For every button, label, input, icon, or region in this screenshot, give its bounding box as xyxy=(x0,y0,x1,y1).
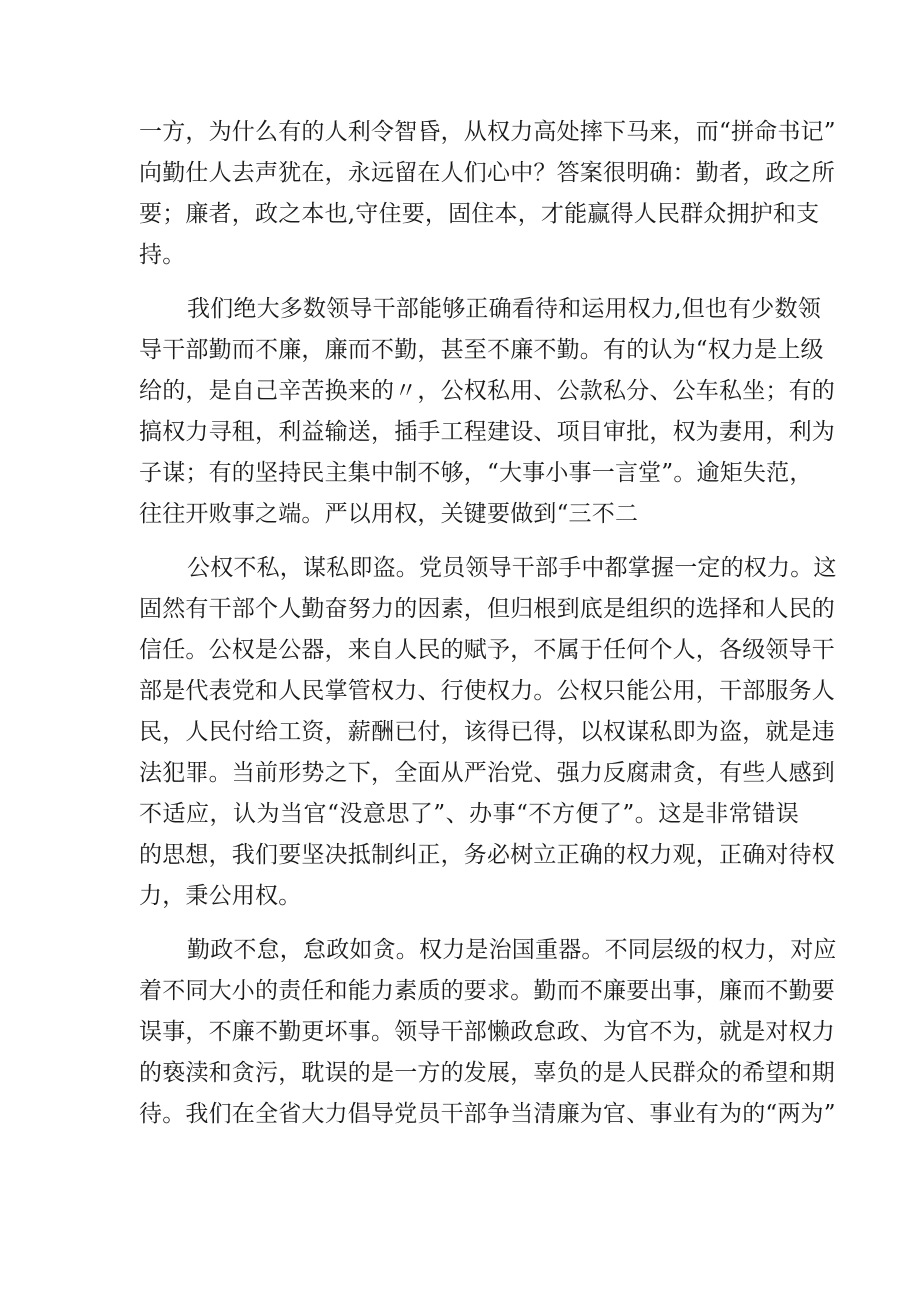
text-line: 公权不私，谋私即盗。党员领导干部手中都掌握一定的权力。这 xyxy=(187,555,837,581)
text-line: 固然有干部个人勤奋努力的因素，但归根到底是组织的选择和人民的 xyxy=(139,596,835,622)
paragraph-1 xyxy=(139,112,836,276)
text-line: 向勤仕人去声犹在，永远留在人们心中？答案很明确：勤者，政之所 xyxy=(139,160,835,186)
paragraph-3 xyxy=(139,548,837,917)
text-line: 法犯罪。当前形势之下，全面从严治党、强力反腐肃贪，有些人感到 xyxy=(139,760,835,786)
document-body xyxy=(139,112,837,1148)
text-line: 的思想，我们要坚决抵制纠正，务必树立正确的权力观，正确对待权 xyxy=(139,842,835,868)
text-line: 我们绝大多数领导干部能够正确看待和运用权力,但也有少数领 xyxy=(187,296,821,322)
text-line: 一方，为什么有的人利令智昏，从权力高处摔下马来，而“拼命书记” xyxy=(139,119,836,145)
text-line: 待。我们在全省大力倡导党员干部争当清廉为官、事业有为的“两为” xyxy=(139,1101,836,1127)
text-line: 民，人民付给工资，薪酬已付，该得已得，以权谋私即为盗，就是违 xyxy=(139,719,835,745)
paragraph-4 xyxy=(139,930,837,1135)
text-line: 导干部勤而不廉，廉而不勤，甚至不廉不勤。有的认为“权力是上级 xyxy=(139,337,824,363)
text-line: 的亵渎和贪污，耽误的是一方的发展，辜负的是人民群众的希望和期 xyxy=(139,1060,835,1086)
text-line: 要；廉者，政之本也,守住要，固住本，才能赢得人民群众拥护和支 xyxy=(139,201,820,227)
text-line: 子谋；有的坚持民主集中制不够，“大事小事一言堂”。逾矩失范， xyxy=(139,460,813,486)
text-line: 着不同大小的责任和能力素质的要求。勤而不廉要出事，廉而不勤要 xyxy=(139,978,835,1004)
paragraph-2 xyxy=(139,289,835,535)
text-line: 持。 xyxy=(139,242,186,268)
text-line: 给的，是自己辛苦换来的〃，公权私用、公款私分、公车私坐；有的 xyxy=(139,378,835,404)
text-line: 力，秉公用权。 xyxy=(139,883,302,909)
text-line: 往往开败事之端。严以用权，关键要做到“三不二 xyxy=(139,501,639,527)
text-line: 勤政不怠，怠政如贪。权力是治国重器。不同层级的权力，对应 xyxy=(187,937,837,963)
text-line: 信任。公权是公器，来自人民的赋予，不属于任何个人，各级领导干 xyxy=(139,637,835,663)
text-line: 误事，不廉不勤更坏事。领导干部懒政怠政、为官不为，就是对权力 xyxy=(139,1019,835,1045)
text-line: 不适应，认为当官“没意思了”、办事“不方便了”。这是非常错误 xyxy=(139,801,799,827)
text-line: 部是代表党和人民掌管权力、行使权力。公权只能公用，干部服务人 xyxy=(139,678,835,704)
text-line: 搞权力寻租，利益输送，插手工程建设、项目审批，权为妻用，利为 xyxy=(139,419,835,445)
